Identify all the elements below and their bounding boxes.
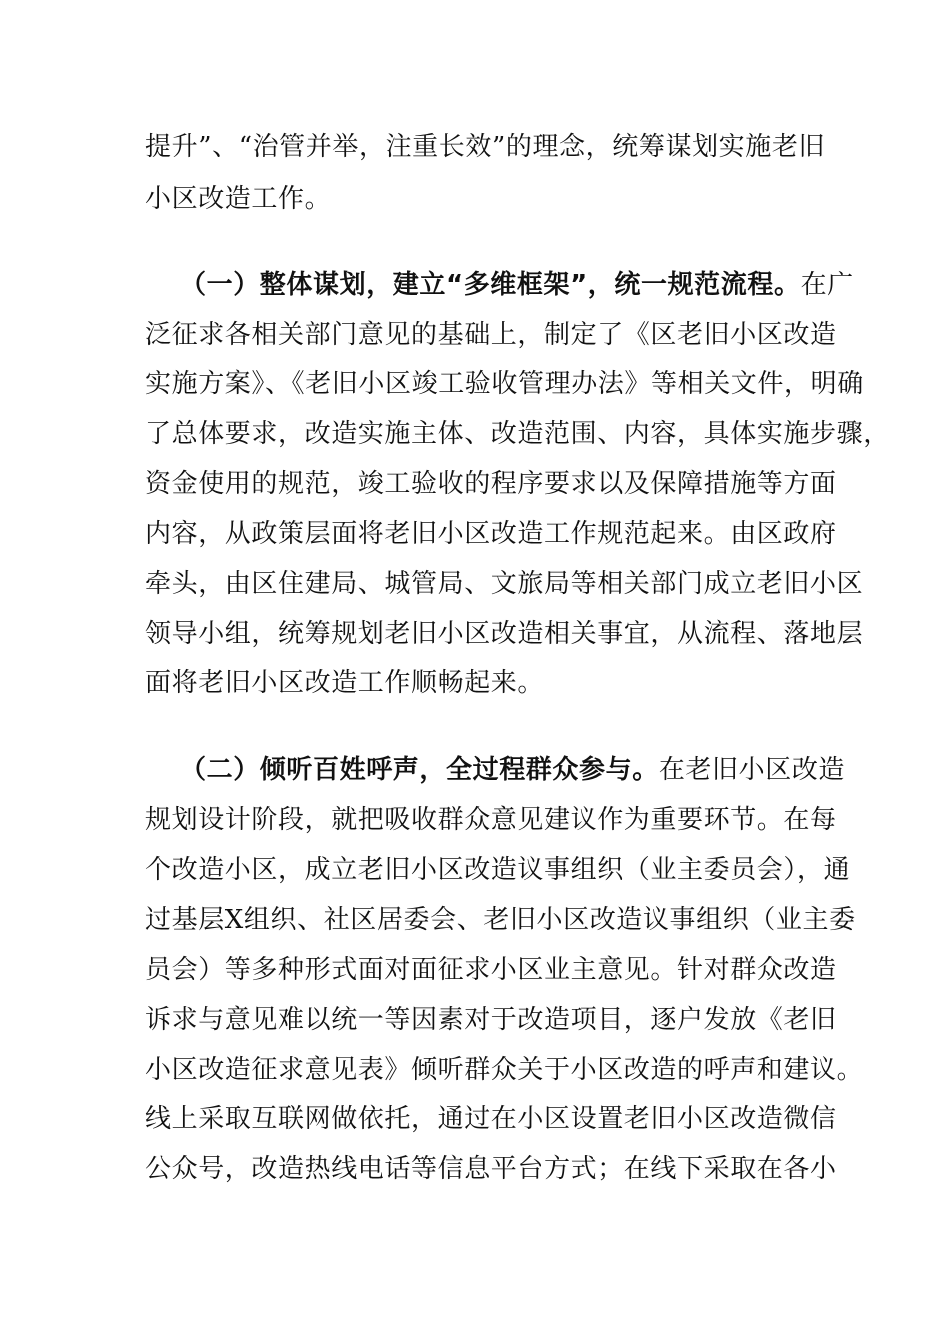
section1-first-line-rest: 在广 bbox=[800, 270, 854, 300]
section1-line-4: 了总体要求，改造实施主体、改造范围、内容，具体实施步骤， bbox=[145, 419, 890, 449]
section2-line-7: 小区改造征求意见表》倾听群众关于小区改造的呼声和建议。 bbox=[145, 1055, 864, 1085]
section1-line-5: 资金使用的规范，竣工验收的程序要求以及保障措施等方面 bbox=[145, 469, 837, 499]
section2-heading: （二）倾听百姓呼声，全过程群众参与。 bbox=[180, 755, 659, 785]
section1-line-6: 内容，从政策层面将老旧小区改造工作规范起来。由区政府 bbox=[145, 519, 837, 549]
section1-line-8: 领导小组，统筹规划老旧小区改造相关事宜，从流程、落地层 bbox=[145, 619, 864, 649]
section2-first-line bbox=[180, 755, 846, 785]
section1-line-2: 泛征求各相关部门意见的基础上，制定了《区老旧小区改造 bbox=[145, 320, 837, 350]
section1-first-line bbox=[180, 270, 854, 300]
section2-line-9: 公众号，改造热线电话等信息平台方式；在线下采取在各小 bbox=[145, 1154, 837, 1184]
section1-heading: （一）整体谋划，建立“多维框架”，统一规范流程。 bbox=[180, 270, 801, 300]
section1-line-7: 牵头，由区住建局、城管局、文旅局等相关部门成立老旧小区 bbox=[145, 569, 864, 599]
section1-line-3: 实施方案》、《老旧小区竣工验收管理办法》等相关文件，明确 bbox=[145, 369, 864, 399]
section2-line-5: 员会）等多种形式面对面征求小区业主意见。针对群众改造 bbox=[145, 955, 837, 985]
section2-line-8: 线上采取互联网做依托，通过在小区设置老旧小区改造微信 bbox=[145, 1104, 837, 1134]
intro-line-1: 提升”、“治管并举，注重长效”的理念，统筹谋划实施老旧 bbox=[145, 132, 826, 162]
section2-line-6: 诉求与意见难以统一等因素对于改造项目，逐户发放《老旧 bbox=[145, 1005, 837, 1035]
section2-line-4: 过基层X组织、社区居委会、老旧小区改造议事组织（业主委 bbox=[145, 905, 856, 935]
intro-line-2: 小区改造工作。 bbox=[145, 184, 332, 214]
section1-line-9: 面将老旧小区改造工作顺畅起来。 bbox=[145, 668, 545, 698]
section2-first-line-rest: 在老旧小区改造 bbox=[658, 755, 846, 785]
section2-line-3: 个改造小区，成立老旧小区改造议事组织（业主委员会），通 bbox=[145, 855, 851, 885]
section2-line-2: 规划设计阶段，就把吸收群众意见建议作为重要环节。在每 bbox=[145, 805, 837, 835]
